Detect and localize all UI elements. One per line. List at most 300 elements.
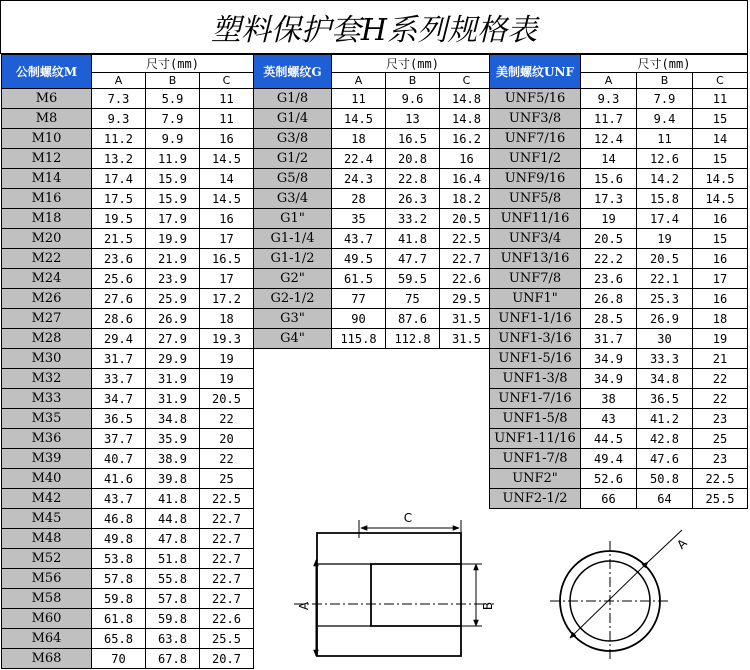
dim-a-cell: 53.8: [92, 549, 146, 569]
dim-b-cell: 22.8: [386, 169, 440, 189]
dim-a-cell: 57.8: [92, 569, 146, 589]
thread-size-cell: G1/8: [254, 89, 332, 109]
inch-row: [254, 109, 494, 129]
unf-thread-table: [489, 54, 748, 509]
dim-c-cell: 17.2: [200, 289, 254, 309]
thread-size-cell: M48: [2, 529, 92, 549]
dim-a-cell: 34.9: [581, 349, 637, 369]
dim-c-cell: 22.7: [200, 589, 254, 609]
dim-b-cell: 64: [637, 489, 693, 509]
dim-b-cell: 67.8: [146, 649, 200, 669]
dim-a-cell: 28.5: [581, 309, 637, 329]
dim-c-cell: 22.5: [200, 489, 254, 509]
col-b-header: B: [637, 73, 693, 89]
thread-size-cell: M68: [2, 649, 92, 669]
thread-size-cell: G1/2: [254, 149, 332, 169]
dim-c-cell: 15: [693, 149, 748, 169]
thread-size-cell: M35: [2, 409, 92, 429]
dim-a-cell: 13.2: [92, 149, 146, 169]
dim-b-cell: 35.9: [146, 429, 200, 449]
dim-a-cell: 11.7: [581, 109, 637, 129]
thread-size-cell: M26: [2, 289, 92, 309]
metric-row: [2, 169, 254, 189]
dim-b-cell: 19: [637, 229, 693, 249]
dim-b-cell: 44.8: [146, 509, 200, 529]
unf-row: [490, 109, 748, 129]
thread-size-cell: G3/4: [254, 189, 332, 209]
inch-row: [254, 289, 494, 309]
dim-a-cell: 34.9: [581, 369, 637, 389]
metric-row: [2, 269, 254, 289]
label-a-front: A: [674, 536, 690, 552]
dim-c-cell: 11: [200, 109, 254, 129]
dim-b-cell: 47.7: [386, 249, 440, 269]
inch-row: [254, 89, 494, 109]
unf-row: [490, 469, 748, 489]
dimension-header: 尺寸(mm): [581, 55, 748, 73]
thread-size-cell: G1": [254, 209, 332, 229]
thread-size-cell: M60: [2, 609, 92, 629]
dim-a-cell: 17.4: [92, 169, 146, 189]
dim-b-cell: 17.4: [637, 209, 693, 229]
dim-b-cell: 34.8: [637, 369, 693, 389]
dim-a-cell: 29.4: [92, 329, 146, 349]
dim-a-cell: 14: [581, 149, 637, 169]
inch-row: [254, 269, 494, 289]
dim-b-cell: 41.8: [146, 489, 200, 509]
thread-size-cell: UNF2": [490, 469, 581, 489]
dim-b-cell: 29.9: [146, 349, 200, 369]
dim-c-cell: 11: [693, 89, 748, 109]
dim-b-cell: 47.6: [637, 449, 693, 469]
thread-size-cell: UNF1-7/16: [490, 389, 581, 409]
thread-size-cell: G2-1/2: [254, 289, 332, 309]
label-b: B: [481, 601, 495, 611]
thread-size-cell: M40: [2, 469, 92, 489]
dim-a-cell: 31.7: [92, 349, 146, 369]
dim-c-cell: 17: [200, 269, 254, 289]
dim-c-cell: 17: [200, 229, 254, 249]
dim-b-cell: 11: [637, 129, 693, 149]
thread-size-cell: G5/8: [254, 169, 332, 189]
dim-b-cell: 57.8: [146, 589, 200, 609]
metric-row: [2, 469, 254, 489]
dim-a-cell: 25.6: [92, 269, 146, 289]
unf-row: [490, 389, 748, 409]
metric-row: [2, 229, 254, 249]
dim-b-cell: 33.2: [386, 209, 440, 229]
unf-table-body: [490, 89, 748, 509]
metric-row: [2, 449, 254, 469]
dim-b-cell: 51.8: [146, 549, 200, 569]
dim-a-cell: 61.5: [332, 269, 386, 289]
cap-front-view: [550, 530, 682, 661]
metric-row: [2, 529, 254, 549]
thread-size-cell: M24: [2, 269, 92, 289]
dim-c-cell: 14.8: [440, 109, 494, 129]
metric-row: [2, 109, 254, 129]
dim-a-cell: 61.8: [92, 609, 146, 629]
dim-b-cell: 15.9: [146, 169, 200, 189]
thread-size-cell: UNF7/8: [490, 269, 581, 289]
inch-row: [254, 249, 494, 269]
dim-b-cell: 50.8: [637, 469, 693, 489]
dim-c-cell: 23: [693, 449, 748, 469]
dim-c-cell: 22: [693, 369, 748, 389]
dim-a-cell: 44.5: [581, 429, 637, 449]
dim-a-cell: 90: [332, 309, 386, 329]
thread-size-cell: UNF3/4: [490, 229, 581, 249]
dim-a-cell: 46.8: [92, 509, 146, 529]
dim-b-cell: 9.4: [637, 109, 693, 129]
dim-b-cell: 20.8: [386, 149, 440, 169]
dim-b-cell: 23.9: [146, 269, 200, 289]
thread-size-cell: UNF3/8: [490, 109, 581, 129]
thread-size-cell: UNF1-7/8: [490, 449, 581, 469]
metric-row: [2, 409, 254, 429]
inch-thread-table: [253, 54, 494, 349]
dim-c-cell: 16.4: [440, 169, 494, 189]
thread-size-cell: UNF1-3/16: [490, 329, 581, 349]
thread-size-cell: G3": [254, 309, 332, 329]
dim-b-cell: 75: [386, 289, 440, 309]
thread-size-cell: M22: [2, 249, 92, 269]
thread-size-cell: M64: [2, 629, 92, 649]
dim-a-cell: 21.5: [92, 229, 146, 249]
dim-a-cell: 18: [332, 129, 386, 149]
thread-size-cell: M52: [2, 549, 92, 569]
dim-a-cell: 27.6: [92, 289, 146, 309]
unf-row: [490, 289, 748, 309]
dim-b-cell: 9.6: [386, 89, 440, 109]
unf-row: [490, 209, 748, 229]
dim-b-cell: 25.9: [146, 289, 200, 309]
dim-b-cell: 5.9: [146, 89, 200, 109]
metric-row: [2, 589, 254, 609]
dim-c-cell: 19.3: [200, 329, 254, 349]
dim-b-cell: 26.3: [386, 189, 440, 209]
dim-a-cell: 7.3: [92, 89, 146, 109]
dim-c-cell: 18.2: [440, 189, 494, 209]
col-a-header: A: [332, 73, 386, 89]
metric-row: [2, 429, 254, 449]
dim-a-cell: 37.7: [92, 429, 146, 449]
dim-a-cell: 52.6: [581, 469, 637, 489]
dim-b-cell: 55.8: [146, 569, 200, 589]
dim-a-cell: 31.7: [581, 329, 637, 349]
thread-size-cell: M45: [2, 509, 92, 529]
inch-row: [254, 329, 494, 349]
dim-b-cell: 31.9: [146, 369, 200, 389]
dim-a-cell: 24.3: [332, 169, 386, 189]
dim-c-cell: 22.7: [200, 569, 254, 589]
thread-size-cell: M58: [2, 589, 92, 609]
dim-a-cell: 17.5: [92, 189, 146, 209]
dim-a-cell: 19: [581, 209, 637, 229]
dim-c-cell: 20.5: [440, 209, 494, 229]
dimension-header: 尺寸(mm): [92, 55, 254, 73]
dim-c-cell: 20.7: [200, 649, 254, 669]
unf-row: [490, 309, 748, 329]
inch-row: [254, 189, 494, 209]
metric-row: [2, 489, 254, 509]
thread-size-cell: G1-1/4: [254, 229, 332, 249]
dim-c-cell: 31.5: [440, 329, 494, 349]
dim-a-cell: 11: [332, 89, 386, 109]
dim-c-cell: 16: [200, 129, 254, 149]
metric-row: [2, 149, 254, 169]
dim-a-cell: 22.4: [332, 149, 386, 169]
dim-a-cell: 38: [581, 389, 637, 409]
dim-b-cell: 26.9: [146, 309, 200, 329]
dim-b-cell: 38.9: [146, 449, 200, 469]
dim-c-cell: 25: [200, 469, 254, 489]
dim-c-cell: 11: [200, 89, 254, 109]
dim-c-cell: 18: [693, 309, 748, 329]
thread-size-cell: M18: [2, 209, 92, 229]
dim-a-cell: 77: [332, 289, 386, 309]
dim-c-cell: 22: [200, 409, 254, 429]
thread-size-cell: UNF7/16: [490, 129, 581, 149]
dim-b-cell: 14.2: [637, 169, 693, 189]
col-b-header: B: [146, 73, 200, 89]
inch-row: [254, 309, 494, 329]
dim-a-cell: 28: [332, 189, 386, 209]
metric-row: [2, 369, 254, 389]
dim-b-cell: 22.1: [637, 269, 693, 289]
dim-a-cell: 115.8: [332, 329, 386, 349]
metric-row: [2, 549, 254, 569]
thread-size-cell: M42: [2, 489, 92, 509]
dim-a-cell: 41.6: [92, 469, 146, 489]
dim-b-cell: 47.8: [146, 529, 200, 549]
dim-a-cell: 66: [581, 489, 637, 509]
protective-cap-diagram: [254, 498, 744, 668]
unf-row: [490, 169, 748, 189]
thread-size-cell: M27: [2, 309, 92, 329]
dim-b-cell: 39.8: [146, 469, 200, 489]
dim-c-cell: 16: [693, 209, 748, 229]
dimension-header: 尺寸(mm): [332, 55, 494, 73]
dim-c-cell: 17: [693, 269, 748, 289]
inch-row: [254, 209, 494, 229]
thread-size-cell: UNF13/16: [490, 249, 581, 269]
dim-c-cell: 18: [200, 309, 254, 329]
unf-row: [490, 409, 748, 429]
dim-a-cell: 26.8: [581, 289, 637, 309]
dim-c-cell: 14.5: [693, 169, 748, 189]
dim-b-cell: 34.8: [146, 409, 200, 429]
unf-row: [490, 349, 748, 369]
dim-a-cell: 43: [581, 409, 637, 429]
dim-a-cell: 23.6: [92, 249, 146, 269]
dim-a-cell: 49.8: [92, 529, 146, 549]
thread-size-cell: UNF1-5/16: [490, 349, 581, 369]
metric-row: [2, 609, 254, 629]
dim-c-cell: 20.5: [200, 389, 254, 409]
col-a-header: A: [581, 73, 637, 89]
thread-size-cell: M30: [2, 349, 92, 369]
dim-a-cell: 23.6: [581, 269, 637, 289]
thread-size-cell: G2": [254, 269, 332, 289]
thread-size-cell: M10: [2, 129, 92, 149]
metric-row: [2, 349, 254, 369]
dim-a-cell: 20.5: [581, 229, 637, 249]
dim-c-cell: 14.5: [200, 149, 254, 169]
dim-a-cell: 49.4: [581, 449, 637, 469]
unf-row: [490, 369, 748, 389]
dim-a-cell: 59.8: [92, 589, 146, 609]
dim-b-cell: 11.9: [146, 149, 200, 169]
page-title: 塑料保护套H系列规格表: [0, 0, 748, 54]
metric-row: [2, 289, 254, 309]
dim-a-cell: 17.3: [581, 189, 637, 209]
dim-b-cell: 13: [386, 109, 440, 129]
dim-a-cell: 28.6: [92, 309, 146, 329]
dim-a-cell: 34.7: [92, 389, 146, 409]
dim-a-cell: 11.2: [92, 129, 146, 149]
dim-c-cell: 23: [693, 409, 748, 429]
dim-b-cell: 21.9: [146, 249, 200, 269]
metric-thread-header: 公制螺纹M: [2, 55, 92, 89]
dim-b-cell: 26.9: [637, 309, 693, 329]
dim-c-cell: 15: [693, 109, 748, 129]
thread-size-cell: UNF1-1/16: [490, 309, 581, 329]
dim-b-cell: 25.3: [637, 289, 693, 309]
thread-size-cell: M8: [2, 109, 92, 129]
dim-a-cell: 43.7: [332, 229, 386, 249]
col-a-header: A: [92, 73, 146, 89]
thread-size-cell: G1-1/2: [254, 249, 332, 269]
dim-c-cell: 25: [693, 429, 748, 449]
dim-b-cell: 30: [637, 329, 693, 349]
thread-size-cell: UNF1-3/8: [490, 369, 581, 389]
thread-size-cell: G3/8: [254, 129, 332, 149]
dim-a-cell: 14.5: [332, 109, 386, 129]
unf-row: [490, 129, 748, 149]
thread-size-cell: UNF11/16: [490, 209, 581, 229]
dim-a-cell: 40.7: [92, 449, 146, 469]
dim-a-cell: 36.5: [92, 409, 146, 429]
dim-a-cell: 43.7: [92, 489, 146, 509]
dim-c-cell: 16: [693, 249, 748, 269]
dim-b-cell: 15.8: [637, 189, 693, 209]
thread-size-cell: UNF1-11/16: [490, 429, 581, 449]
metric-row: [2, 569, 254, 589]
dim-c-cell: 25.5: [200, 629, 254, 649]
thread-size-cell: M39: [2, 449, 92, 469]
metric-row: [2, 629, 254, 649]
dim-c-cell: 19: [200, 349, 254, 369]
dim-c-cell: 22.7: [440, 249, 494, 269]
dim-a-cell: 19.5: [92, 209, 146, 229]
metric-row: [2, 209, 254, 229]
unf-thread-header: 美制螺纹UNF: [490, 55, 581, 89]
dim-c-cell: 14.8: [440, 89, 494, 109]
metric-row: [2, 649, 254, 669]
dim-c-cell: 22: [200, 449, 254, 469]
thread-size-cell: M20: [2, 229, 92, 249]
unf-row: [490, 189, 748, 209]
metric-row: [2, 309, 254, 329]
dim-c-cell: 16: [200, 209, 254, 229]
dim-b-cell: 12.6: [637, 149, 693, 169]
dim-b-cell: 41.8: [386, 229, 440, 249]
dim-c-cell: 22.6: [440, 269, 494, 289]
dim-c-cell: 22.7: [200, 509, 254, 529]
dim-c-cell: 15: [693, 229, 748, 249]
dim-b-cell: 7.9: [146, 109, 200, 129]
thread-size-cell: M14: [2, 169, 92, 189]
thread-size-cell: M32: [2, 369, 92, 389]
unf-row: [490, 269, 748, 289]
dim-b-cell: 9.9: [146, 129, 200, 149]
dim-c-cell: 16.2: [440, 129, 494, 149]
dim-c-cell: 29.5: [440, 289, 494, 309]
unf-row: [490, 229, 748, 249]
thread-size-cell: G4": [254, 329, 332, 349]
dim-a-cell: 35: [332, 209, 386, 229]
dim-b-cell: 7.9: [637, 89, 693, 109]
unf-row: [490, 249, 748, 269]
col-c-header: C: [200, 73, 254, 89]
metric-row: [2, 189, 254, 209]
dim-c-cell: 22.7: [200, 529, 254, 549]
inch-row: [254, 229, 494, 249]
dim-b-cell: 27.9: [146, 329, 200, 349]
dim-a-cell: 49.5: [332, 249, 386, 269]
thread-size-cell: G1/4: [254, 109, 332, 129]
dim-c-cell: 22.5: [693, 469, 748, 489]
dim-b-cell: 17.9: [146, 209, 200, 229]
dim-c-cell: 16: [693, 289, 748, 309]
dim-c-cell: 22.6: [200, 609, 254, 629]
dim-b-cell: 59.8: [146, 609, 200, 629]
dim-b-cell: 20.5: [637, 249, 693, 269]
dim-b-cell: 112.8: [386, 329, 440, 349]
dim-b-cell: 41.2: [637, 409, 693, 429]
dim-b-cell: 16.5: [386, 129, 440, 149]
thread-size-cell: M36: [2, 429, 92, 449]
inch-row: [254, 169, 494, 189]
dim-c-cell: 14.5: [200, 189, 254, 209]
dim-b-cell: 15.9: [146, 189, 200, 209]
dim-a-cell: 9.3: [92, 109, 146, 129]
dim-c-cell: 22: [693, 389, 748, 409]
dim-b-cell: 19.9: [146, 229, 200, 249]
dim-b-cell: 42.8: [637, 429, 693, 449]
thread-size-cell: M28: [2, 329, 92, 349]
thread-size-cell: M16: [2, 189, 92, 209]
dim-b-cell: 31.9: [146, 389, 200, 409]
label-c: C: [403, 511, 413, 525]
metric-row: [2, 329, 254, 349]
metric-table-body: [2, 89, 254, 669]
dim-a-cell: 15.6: [581, 169, 637, 189]
thread-size-cell: M56: [2, 569, 92, 589]
metric-thread-table: [1, 54, 254, 669]
cap-side-view: [294, 520, 494, 656]
thread-size-cell: UNF5/16: [490, 89, 581, 109]
dim-a-cell: 12.4: [581, 129, 637, 149]
dim-b-cell: 87.6: [386, 309, 440, 329]
unf-row: [490, 89, 748, 109]
thread-size-cell: M33: [2, 389, 92, 409]
thread-size-cell: UNF1": [490, 289, 581, 309]
inch-table-body: [254, 89, 494, 349]
dim-b-cell: 59.5: [386, 269, 440, 289]
unf-row: [490, 449, 748, 469]
